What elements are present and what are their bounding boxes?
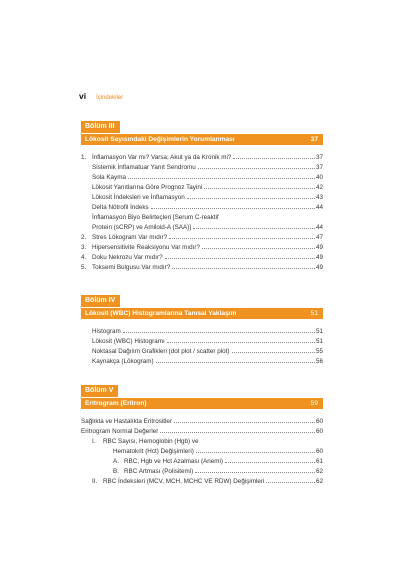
- toc-entry-page: 44: [315, 224, 323, 231]
- dot-leader: [233, 158, 315, 159]
- toc-entry[interactable]: [81, 337, 323, 347]
- dot-leader: [172, 268, 315, 269]
- toc-entry-number: A.: [113, 458, 119, 465]
- section-page: 59: [310, 400, 318, 407]
- toc-entry-text: Protein (sCRP) ve Amiloid-A (SAA)]: [92, 224, 192, 231]
- toc-entry[interactable]: [81, 213, 323, 223]
- running-title: İçindekiler: [96, 95, 124, 101]
- toc-entry[interactable]: [81, 163, 323, 173]
- toc-entry-number: 2.: [81, 234, 87, 241]
- section-page: 51: [310, 310, 318, 317]
- dot-leader: [195, 472, 315, 473]
- dot-leader: [202, 248, 315, 249]
- toc-entry-text: Lökosit Yanıtlarına Göre Prognoz Tayini: [92, 184, 203, 191]
- section-title-bar[interactable]: [81, 134, 323, 145]
- dot-leader: [266, 482, 315, 483]
- toc-entry[interactable]: [81, 347, 323, 357]
- toc-entry-text: İnflamasyon Biyo Belirteçleri [Serum C-reaktif: [92, 214, 219, 221]
- toc-entry-page: 55: [315, 348, 323, 355]
- dot-leader: [232, 352, 315, 353]
- section-title-bar[interactable]: [81, 398, 323, 409]
- toc-entry-text: Hematokrit (Hct) Değişimleri): [113, 448, 194, 455]
- toc-list: [81, 417, 323, 487]
- toc-entry-page: 44: [315, 204, 323, 211]
- toc-entry[interactable]: [81, 203, 323, 213]
- section-3: [81, 115, 323, 273]
- toc-entry-text: Lökosit (WBC) Histogramı: [92, 338, 165, 345]
- toc-entry-text: Doku Nekrozu Var mıdır?: [92, 254, 163, 261]
- toc-entry-number: 4.: [81, 254, 87, 261]
- section-label: Bölüm V: [81, 385, 118, 397]
- dot-leader: [151, 208, 315, 209]
- toc-entry-text: RBC Sayısı, Hemoglobin (Hgb) ve: [103, 438, 199, 445]
- dot-leader: [204, 188, 315, 189]
- toc-entry-page: 62: [315, 478, 323, 485]
- toc-entry-page: 51: [315, 338, 323, 345]
- toc-entry-page: 42: [315, 184, 323, 191]
- toc-entry-number: 1.: [81, 154, 87, 161]
- toc-entry[interactable]: [81, 253, 323, 263]
- toc-entry[interactable]: [81, 467, 323, 477]
- toc-entry-page: 49: [315, 264, 323, 271]
- toc-entry[interactable]: [81, 183, 323, 193]
- toc-entry-page: 37: [315, 164, 323, 171]
- section-page: 37: [310, 136, 318, 143]
- section-title: Eritrogram (Eritron): [85, 400, 147, 407]
- toc-entry-page: 43: [315, 194, 323, 201]
- dot-leader: [193, 228, 315, 229]
- toc-list: [81, 327, 323, 367]
- toc-entry-text: Toksemi Bulgusu Var mıdır?: [92, 264, 171, 271]
- toc-entry[interactable]: [81, 357, 323, 367]
- section-title: Lökosit (WBC) Histogramlarına Tanısal Yaklaşım: [85, 310, 237, 317]
- toc-entry[interactable]: [81, 417, 323, 427]
- toc-entry-text: RBC İndeksleri (MCV, MCH, MCHC VE RDW) Değişimleri: [103, 478, 265, 485]
- dot-leader: [169, 238, 315, 239]
- toc-entry-number: 3.: [81, 244, 87, 251]
- toc-entry-text: Hipersensitivite Reaksiyonu Var mıdır?: [92, 244, 201, 251]
- toc-entry-page: 60: [315, 428, 323, 435]
- toc-entry-text: Delta Nötrofil İndeks: [92, 204, 149, 211]
- toc-entry[interactable]: [81, 327, 323, 337]
- section-title-bar[interactable]: [81, 308, 323, 319]
- toc-entry-text: Sağlıkta ve Hastalıkta Eritrositler: [81, 418, 172, 425]
- toc-entry[interactable]: [81, 457, 323, 467]
- toc-entry-text: Sistemik İnflamatuar Yanıt Sendromu: [92, 164, 196, 171]
- toc-entry[interactable]: [81, 223, 323, 233]
- toc-entry[interactable]: [81, 173, 323, 183]
- toc-entry-text: Histogram: [92, 328, 121, 335]
- toc-entry[interactable]: [81, 437, 323, 447]
- toc-entry-text: Stres Lökogram Var mıdır?: [92, 234, 168, 241]
- page-number: vi: [79, 91, 87, 101]
- toc-entry-page: 60: [315, 418, 323, 425]
- toc-entry-page: 47: [315, 234, 323, 241]
- toc-entry-page: 49: [315, 254, 323, 261]
- dot-leader: [123, 332, 315, 333]
- toc-entry-page: 51: [315, 328, 323, 335]
- dot-leader: [187, 198, 315, 199]
- section-label: Bölüm III: [81, 121, 120, 133]
- toc-entry-text: Eritrogram Normal Değerler: [81, 428, 159, 435]
- toc-entry-page: 37: [315, 154, 323, 161]
- toc-entry-number: I.: [92, 438, 96, 445]
- toc-entry[interactable]: [81, 193, 323, 203]
- section-5: [81, 379, 323, 487]
- toc-entry-text: Kaynakça (Lökogram): [92, 358, 154, 365]
- toc-entry-number: II.: [92, 478, 98, 485]
- section-4: [81, 289, 323, 367]
- toc-entry[interactable]: [81, 153, 323, 163]
- toc-entry-text: Lökosit İndeksleri ve İnflamasyon: [92, 194, 185, 201]
- page-header: [79, 91, 123, 101]
- toc-entry-text: RBC, Hgb ve Hct Azalması (Anemi): [124, 458, 224, 465]
- toc-entry[interactable]: [81, 243, 323, 253]
- toc-entry-number: 5.: [81, 264, 87, 271]
- toc-entry[interactable]: [81, 477, 323, 487]
- toc-entry[interactable]: [81, 233, 323, 243]
- toc-entry-number: B.: [113, 468, 119, 475]
- section-label: Bölüm IV: [81, 295, 120, 307]
- dot-leader: [198, 168, 315, 169]
- toc-entry[interactable]: [81, 427, 323, 437]
- toc-list: [81, 153, 323, 273]
- dot-leader: [156, 362, 315, 363]
- toc-entry-page: 40: [315, 174, 323, 181]
- toc-entry[interactable]: [81, 447, 323, 457]
- dot-leader: [225, 462, 315, 463]
- toc-entry[interactable]: [81, 263, 323, 273]
- dot-leader: [174, 422, 315, 423]
- dot-leader: [128, 178, 315, 179]
- dot-leader: [196, 452, 315, 453]
- dot-leader: [165, 258, 315, 259]
- toc-entry-page: 49: [315, 244, 323, 251]
- section-title: Lökosit Sayısındaki Değişimlerin Yorumlanması: [85, 136, 235, 143]
- toc-entry-page: 62: [315, 468, 323, 475]
- toc-entry-text: Sola Kayma: [92, 174, 126, 181]
- toc-entry-text: Noktasal Dağılım Grafikleri (dot plot / scatter plot): [92, 348, 230, 355]
- dot-leader: [167, 342, 315, 343]
- toc-entry-page: 60: [315, 448, 323, 455]
- toc-entry-text: RBC Artması (Polisitemi): [124, 468, 194, 475]
- toc-entry-text: İnflamasyon Var mı? Varsa; Akut ya da Kronik mi?: [92, 154, 232, 161]
- dot-leader: [160, 432, 315, 433]
- toc-entry-page: 61: [315, 458, 323, 465]
- toc-entry-page: 56: [315, 358, 323, 365]
